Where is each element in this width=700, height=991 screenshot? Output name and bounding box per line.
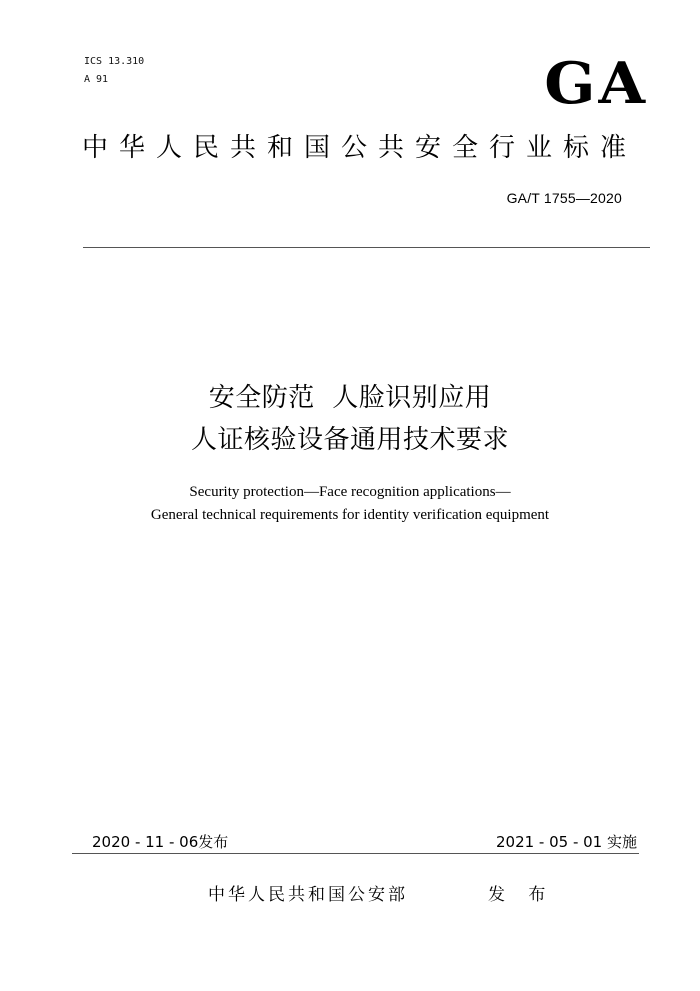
footer-divider xyxy=(72,853,639,854)
document-title-en-line1: Security protection—Face recognition applications— xyxy=(189,484,511,500)
document-title-en-line2: General technical requirements for identity verification equipment xyxy=(150,507,550,523)
publisher-name: 中华人民共和国公安部 xyxy=(208,885,408,905)
ga-logo: GA xyxy=(544,50,648,118)
publish-label: 发 布 xyxy=(488,885,555,905)
release-date: 2020 - 11 - 06发布 xyxy=(92,833,229,851)
document-title-cn-line2: 人证核验设备通用技术要求 xyxy=(190,425,509,455)
standard-number: GA/T 1755—2020 xyxy=(506,190,622,206)
ccs-code: A 91 xyxy=(84,74,109,85)
header-divider xyxy=(83,247,650,248)
document-title-cn-line1: 安全防范 人脸识别应用 xyxy=(208,383,492,413)
standard-category-title: 中华人民共和国公共安全行业标准 xyxy=(82,133,638,163)
implementation-date: 2021 - 05 - 01 实施 xyxy=(495,833,637,851)
ics-code: ICS 13.310 xyxy=(84,56,145,67)
